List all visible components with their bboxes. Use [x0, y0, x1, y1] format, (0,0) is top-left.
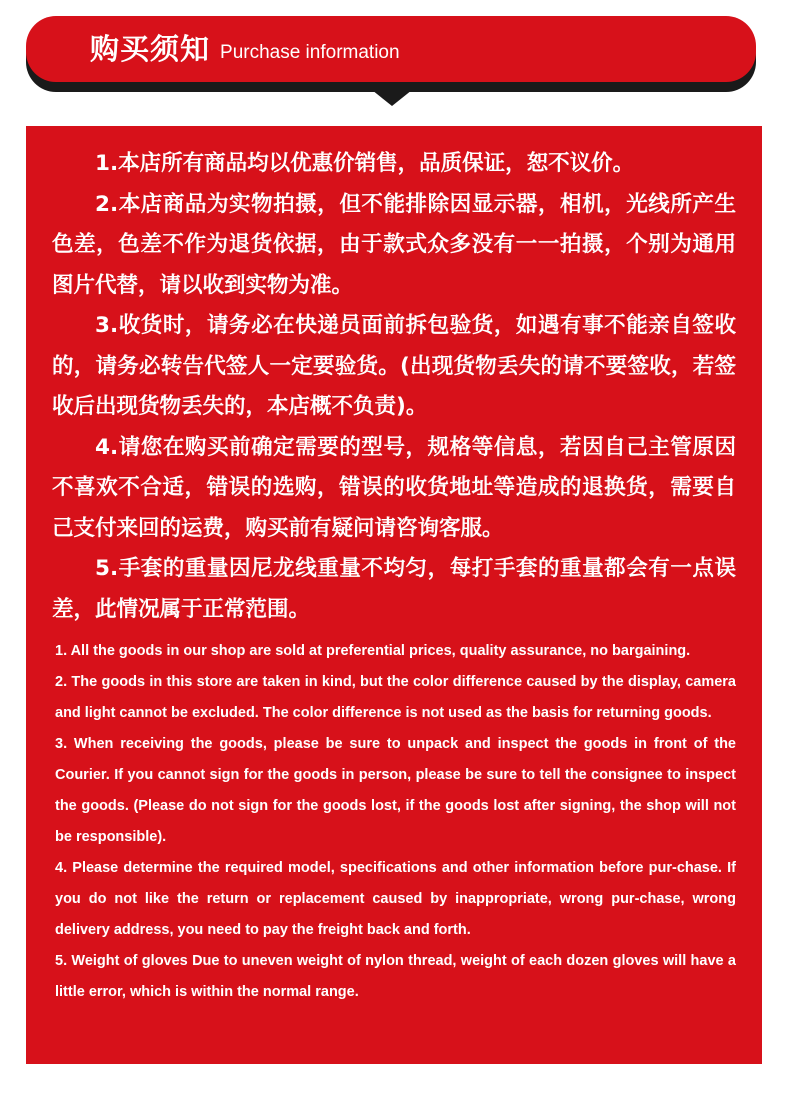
note-zh-3: 3.收货时，请务必在快递员面前拆包验货，如遇有事不能亲自签收的，请务必转告代签人一定要验货。(出现货物丢失的请不要签收，若签收后出现货物丢失的，本店概不负责)。 — [52, 313, 736, 419]
note-zh-1: 1.本店所有商品均以优惠价销售，品质保证，恕不议价。 — [95, 151, 635, 176]
note-en-2: 2. The goods in this store are taken in kind, but the color difference caused by the display, camera and light cannot be excluded. The color difference is not used as the basis for returning goods. — [55, 674, 736, 721]
note-zh-5: 5.手套的重量因尼龙线重量不均匀，每打手套的重量都会有一点误差，此情况属于正常范围。 — [52, 556, 736, 622]
header-banner — [26, 16, 756, 82]
notes-en-list — [52, 636, 736, 1008]
banner-title-en: Purchase information — [220, 41, 400, 63]
note-en-4: 4. Please determine the required model, specifications and other information before pur-chase. If you do not like the return or replacement caused by inappropriate, wrong pur-chase, wrong delivery address, you need to pay the freight back and forth. — [55, 860, 736, 938]
notes-panel — [26, 126, 762, 1064]
note-zh-4: 4.请您在购买前确定需要的型号，规格等信息，若因自己主管原因不喜欢不合适，错误的选购，错误的收货地址等造成的退换货，需要自己支付来回的运费，购买前有疑问请咨询客服。 — [52, 434, 736, 541]
note-zh-2: 2.本店商品为实物拍摄，但不能排除因显示器，相机，光线所产生色差，色差不作为退货依据，由于款式众多没有一一拍摄，个别为通用图片代替，请以收到实物为准。 — [52, 191, 736, 298]
note-en-1: 1. All the goods in our shop are sold at preferential prices, quality assurance, no bargaining. — [55, 643, 691, 659]
banner-title-zh: 购买须知 — [90, 31, 211, 66]
note-en-5: 5. Weight of gloves Due to uneven weight of nylon thread, weight of each dozen gloves will have a little error, which is within the normal range. — [55, 953, 736, 1000]
banner-pointer — [372, 90, 412, 106]
notes-zh-list — [52, 144, 736, 630]
note-en-3: 3. When receiving the goods, please be sure to unpack and inspect the goods in front of the Courier. If you cannot sign for the goods in person, please be sure to tell the consignee to inspect the goods. (Please do not sign for the goods lost, if the goods lost after signing, the shop will not be responsible). — [55, 736, 736, 845]
